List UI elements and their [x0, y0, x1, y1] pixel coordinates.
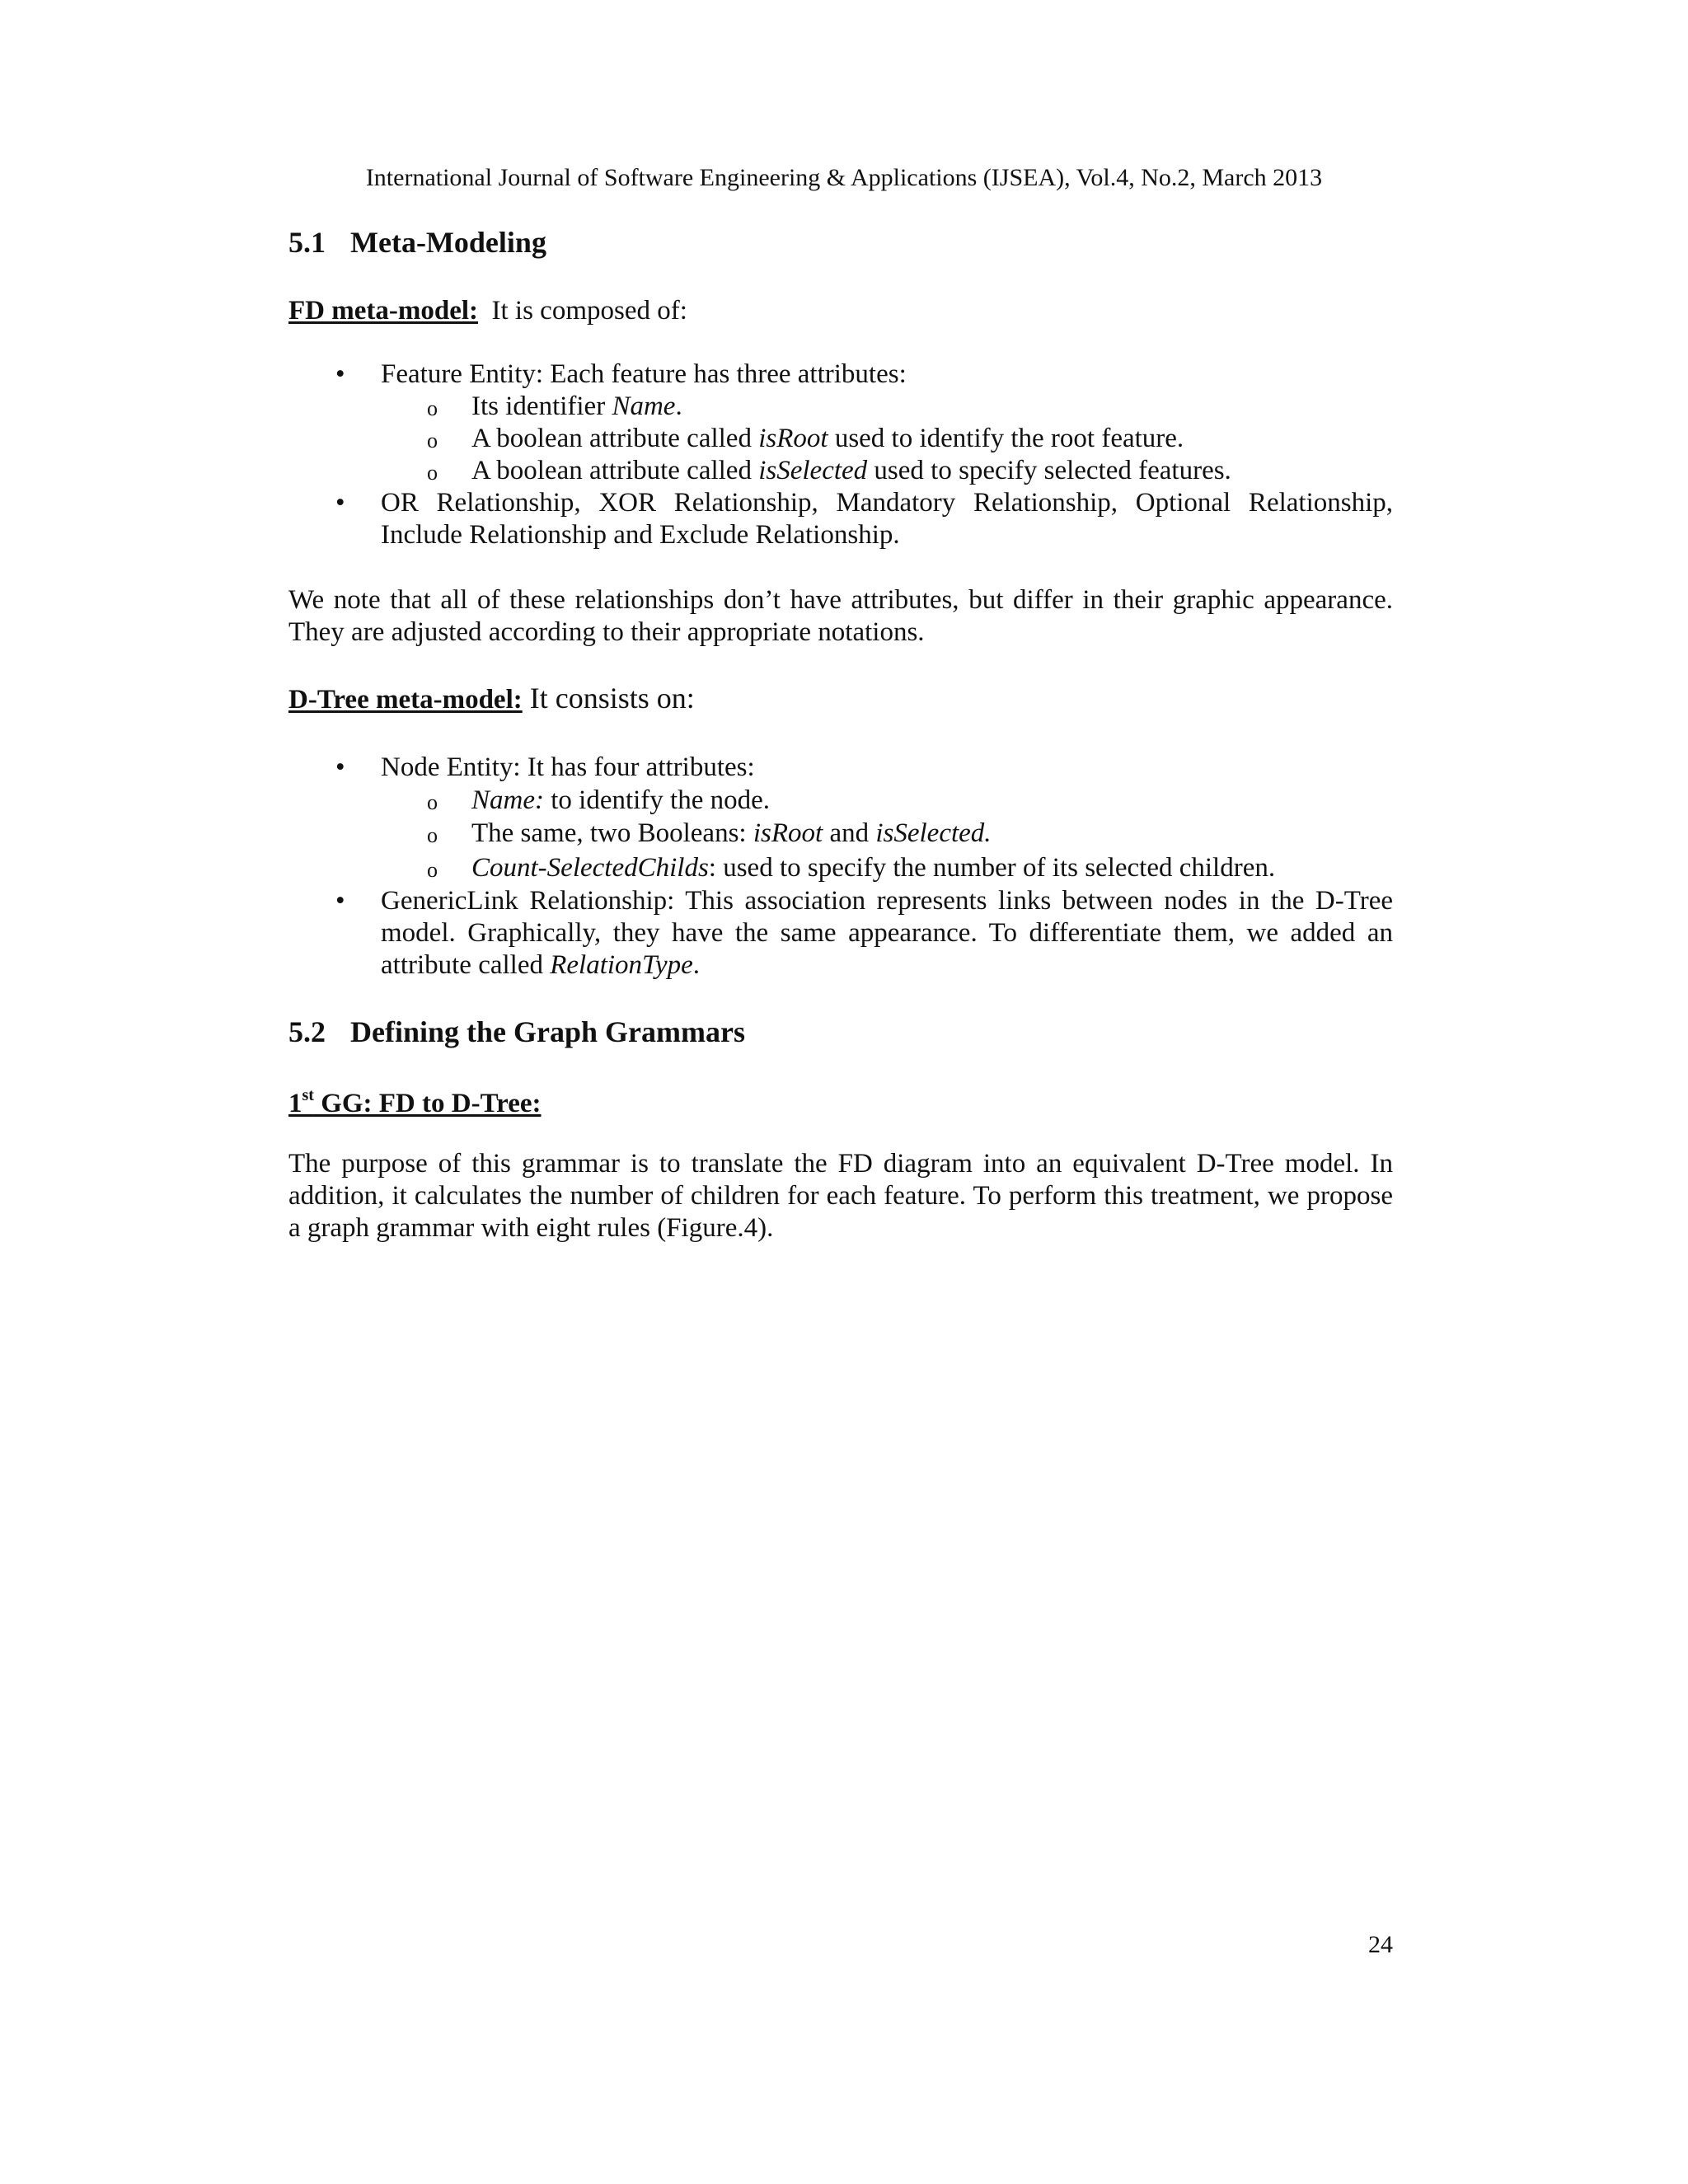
list-item-text: Its identifier Name.	[471, 391, 682, 421]
list-item-text: Name: to identify the node.	[471, 785, 771, 815]
sub-bullet-icon: o	[427, 396, 438, 420]
fd-meta-model-label: FD meta-model:	[288, 296, 479, 326]
sub-bullet-icon: o	[427, 823, 438, 847]
section-title: Defining the Graph Grammars	[350, 1015, 745, 1048]
bullet-icon: •	[335, 752, 345, 782]
list-item-text: GenericLink Relationship: This association represents links between nodes in the D-Tree model. Graphically, they have the same appearance. To differentiate them, we added an attribute called RelationType.	[381, 886, 1393, 980]
running-header: International Journal of Software Engineering & Applications (IJSEA), Vol.4, No.2, March 2013	[365, 164, 1323, 191]
section-title: Meta-Modeling	[350, 226, 546, 259]
list-item-text: The same, two Booleans: isRoot and isSelected.	[471, 818, 992, 848]
dtree-meta-model-label: D-Tree meta-model:	[288, 685, 523, 715]
note-paragraph: We note that all of these relationships don’t have attributes, but differ in their graphic appearance. They are adjusted according to their appropriate notations.	[288, 585, 1393, 647]
sub-bullet-icon: o	[427, 429, 438, 452]
sub-bullet-icon: o	[427, 858, 438, 882]
sub-bullet-icon: o	[427, 790, 438, 814]
list-item-text: OR Relationship, XOR Relationship, Mandatory Relationship, Optional Relationship, Include Relationship and Exclude Relationship.	[381, 488, 1393, 550]
bullet-icon: •	[335, 359, 345, 389]
fd-meta-model-heading	[288, 293, 687, 328]
fd-meta-model-text: It is composed of:	[491, 296, 687, 326]
list-item-text: A boolean attribute called isRoot used to identify the root feature.	[471, 424, 1184, 453]
section-heading-5-2	[288, 1014, 745, 1050]
section-number: 5.2	[288, 1015, 326, 1048]
page-number: 24	[1368, 1931, 1393, 1958]
list-item-text: Count-SelectedChilds: used to specify the number of its selected children.	[471, 853, 1276, 883]
note-paragraph-block	[288, 584, 1393, 649]
sub-bullet-icon: o	[427, 461, 438, 485]
gg1-heading	[288, 1086, 541, 1121]
list-item-text: A boolean attribute called isSelected used to specify selected features.	[471, 456, 1231, 485]
dtree-meta-model-heading	[288, 681, 695, 717]
list-item-text: Feature Entity: Each feature has three attributes:	[381, 359, 907, 389]
bullet-icon: •	[335, 886, 345, 916]
list-item-text: Node Entity: It has four attributes:	[381, 752, 755, 782]
gg1-paragraph: The purpose of this grammar is to translate the FD diagram into an equivalent D-Tree model. In addition, it calculates the number of children for each feature. To perform this treatment, we propose a graph grammar with eight rules (Figure.4).	[288, 1149, 1393, 1243]
gg1-paragraph-block	[288, 1148, 1393, 1244]
bullet-icon: •	[335, 488, 345, 518]
section-heading-5-1	[288, 224, 546, 260]
section-number: 5.1	[288, 226, 326, 259]
dtree-meta-model-text: It consists on:	[529, 682, 695, 715]
gg1-label: 1st GG: FD to D-Tree:	[288, 1086, 542, 1118]
